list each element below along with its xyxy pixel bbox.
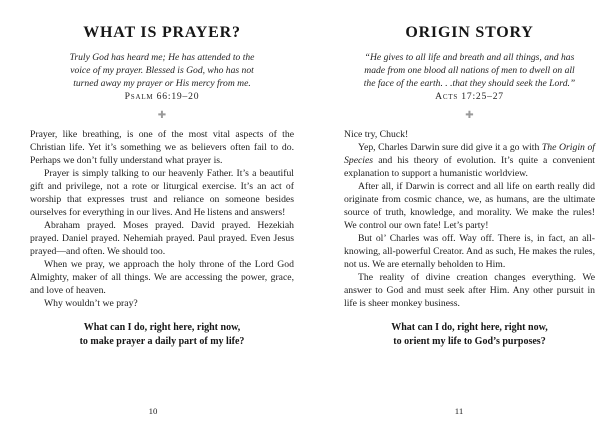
scripture-citation: Psalm 66:19–20 (124, 91, 200, 102)
text-line: to make prayer a daily part of my life? (79, 335, 245, 347)
text-segment: When we pray, we approach the holy throne of the Lord God Almighty, maker of all things. We are accessing the power, grace, and love of heaven. (30, 259, 294, 296)
body-paragraph (344, 180, 595, 232)
page-title: WHAT IS PRAYER? (83, 24, 241, 41)
text-segment: Abraham prayed. Moses prayed. David prayed. Hezekiah prayed. Daniel prayed. Nehemiah prayed. Paul prayed. Even Jesus prayed—and often. We should too. (30, 220, 294, 257)
scripture-epigraph (344, 51, 595, 90)
body-paragraph (30, 297, 294, 310)
scripture-epigraph (30, 51, 294, 90)
text-line: voice of my prayer. Blessed is God, who has not (70, 65, 254, 76)
body-text (344, 128, 595, 310)
text-line: What can I do, right here, right now, (391, 322, 548, 333)
text-line: What can I do, right here, right now, (83, 322, 241, 333)
body-paragraph (344, 271, 595, 310)
scripture-citation: Acts 17:25–27 (435, 91, 504, 102)
text-segment: But ol’ Charles was off. Way off. There is, in fact, an all-knowing, all-powerful Creator. And as such, He makes the rules, not us. We are eternally beholden to Him. (344, 233, 595, 270)
body-paragraph (344, 141, 595, 180)
reflection-question (30, 321, 294, 348)
body-paragraph (30, 167, 294, 219)
page-number: 11 (454, 406, 464, 416)
page-number: 10 (148, 406, 158, 416)
text-line: to orient my life to God’s purposes? (393, 335, 546, 347)
reflection-question (344, 321, 595, 348)
text-segment: Nice try, Chuck! (344, 129, 409, 140)
text-segment: Why wouldn’t we pray? (44, 298, 138, 309)
italic-book-title: The Origin of Species (344, 142, 596, 166)
page-title: ORIGIN STORY (405, 24, 534, 41)
text-segment: The reality of divine creation changes everything. We answer to God and must seek after Him. Any other pursuit in life is sheer monkey business. (344, 272, 595, 309)
page-right (306, 0, 612, 432)
cross-ornament-icon: ✚ (465, 110, 474, 121)
text-line: turned away my prayer or His mercy from me. (73, 78, 251, 89)
body-paragraph (30, 258, 294, 297)
text-line: Truly God has heard me; He has attended to the (69, 52, 255, 63)
text-segment: After all, if Darwin is correct and all life on earth really did originate from cosmic chance, we, as humans, are the ultimate source of truth, knowledge, and morality. We make the rules! We control our own fate! Let’s party! (344, 181, 595, 231)
text-segment: Yep, Charles Darwin sure did give it a go with (358, 142, 542, 153)
text-segment: Prayer, like breathing, is one of the most vital aspects of the Christian life. Yet it’s something we as believers often fail to do. Perhaps we don’t fully understand what prayer is. (30, 129, 294, 166)
body-paragraph (344, 128, 595, 141)
text-line: made from one blood all nations of men to dwell on all (364, 65, 575, 76)
body-paragraph (30, 128, 294, 167)
text-segment: and his theory of evolution. It’s quite a convenient explanation to support a humanistic worldview. (344, 155, 595, 179)
text-line: the face of the earth. . .that they should seek the Lord.” (363, 78, 576, 89)
body-text (30, 128, 294, 310)
text-segment: Prayer is simply talking to our heavenly Father. It’s a beautiful gift and privilege, not a rote or liturgical exercise. It’s an act of worship that expresses trust and reliance on someone besides ourselves for everything in our lives. And He listens and answers! (30, 168, 294, 218)
cross-ornament-icon: ✚ (157, 110, 167, 121)
body-paragraph (30, 219, 294, 258)
text-line: “He gives to all life and breath and all things, and has (364, 52, 575, 63)
body-paragraph (344, 232, 595, 271)
